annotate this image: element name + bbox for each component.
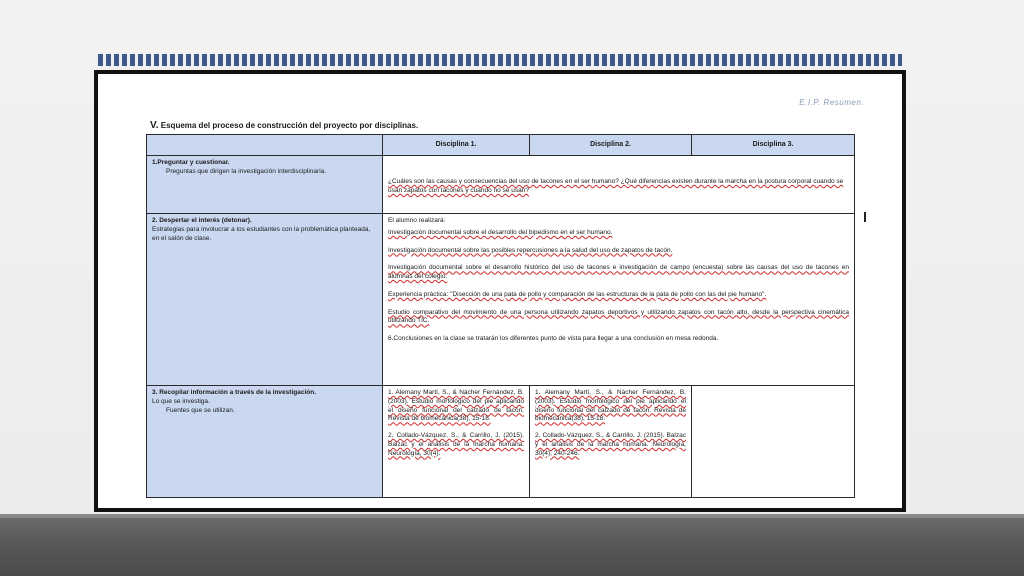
row-subtitle: Preguntas que dirigen la investigación interdisciplinaria. [166,167,327,175]
refs-disciplina-1 [383,386,530,498]
table-row-despertar [147,214,855,386]
scheme-table [146,134,855,498]
refs-disciplina-3 [692,386,855,498]
row-title: 2. Despertar el interés (detonar). [152,217,252,224]
row-content-preguntar [383,156,855,214]
table-row-preguntar [147,156,855,214]
list-item: Investigación documental sobre el desarrollo histórico del uso de tacones e investigación de campo (encuesta) sobre las causas del uso de tacones en alumnas del colegio. [388,264,849,281]
section-number: V. [150,120,159,131]
reference-item: 1. Alemany Martí, S., & Nácher Fernández, B. (2003). Estudio morfológico del pie aplicando el diseño funcional del calzado de tacón. Revista de biomecánica(38), 15-18. [388,389,524,423]
reference-item: 2. Collado-Vázquez, S., & Carrillo, J. (2015). Balzac y el análisis de la marcha humana. Neurología, 30(4). [388,432,524,457]
edge-marker [864,212,866,222]
row-subtitle-1: Lo que se investiga. [152,397,210,405]
refs-disciplina-2 [530,386,692,498]
reference-item: 2. Collado-Vázquez, S., & Carrillo, J. (2015). Balzac y el análisis de la marcha humana. Neurología, 30(4), 240-246. [535,432,686,457]
row-title: 1.Preguntar y cuestionar. [152,159,230,166]
list-item: Estudio comparativo del movimiento de una persona utilizando zapatos deportivos y utilizando zapatos con tacón alto, desde la perspectiva cinemática utilizando TIC. [388,308,849,325]
header-note: E.I.P. Resumen. [799,98,864,107]
list-item: Investigación documental sobre las posibles repercusiones a la salud del uso de zapatos de tacón. [388,246,673,254]
header-blank-cell [147,135,383,156]
section-title-text: Esquema del proceso de construcción del proyecto por disciplinas. [160,121,419,130]
row-subtitle: Estrategias para involucrar a los estudiantes con la problemática planteada, en el salón de clase. [152,225,371,242]
row-label-recopilar [147,386,383,498]
row-label-preguntar [147,156,383,214]
list-item: 6.Conclusiones en la clase se tratarán los diferentes punto de vista para llegar a una conclusión en mesa redonda. [388,335,719,343]
row-content-despertar [383,214,855,386]
decorative-dash-strip [98,54,902,66]
row-subtitle-2: Fuentes que se utilizan. [166,406,235,414]
section-title [150,120,418,131]
column-header-disciplina-3: Disciplina 3. [692,135,855,156]
row-label-despertar [147,214,383,386]
content-intro: El alumno realizará: [388,217,446,224]
row-title: 3. Recopilar información a través de la investigación. [152,389,317,396]
table-row-recopilar [147,386,855,498]
list-item: Investigación documental sobre el desarrollo del bipedismo en el ser humano. [388,228,613,236]
question-text: ¿Cuáles son las causas y consecuencias del uso de tacones en el ser humano? ¿Qué diferencias existen durante la marcha en la postura corporal cuando se usan zapatos con tacones y cuando no se usan? [388,178,844,194]
column-header-disciplina-2: Disciplina 2. [530,135,692,156]
floor-background [0,514,1024,576]
list-item: Experiencia práctica: "Disección de una pata de pollo y comparación de las estructuras de la pata de pollo con las del pie humano". [388,290,767,298]
reference-item: 1. Alemany Martí, S., & Nácher Fernández, B. (2003). Estudio morfológico del pie aplicando el diseño funcional del calzado de tacón. Revista de biomecánica(38), 15-18. [535,389,686,423]
document-frame [94,70,906,512]
column-header-disciplina-1: Disciplina 1. [383,135,530,156]
table-header-row [147,135,855,156]
